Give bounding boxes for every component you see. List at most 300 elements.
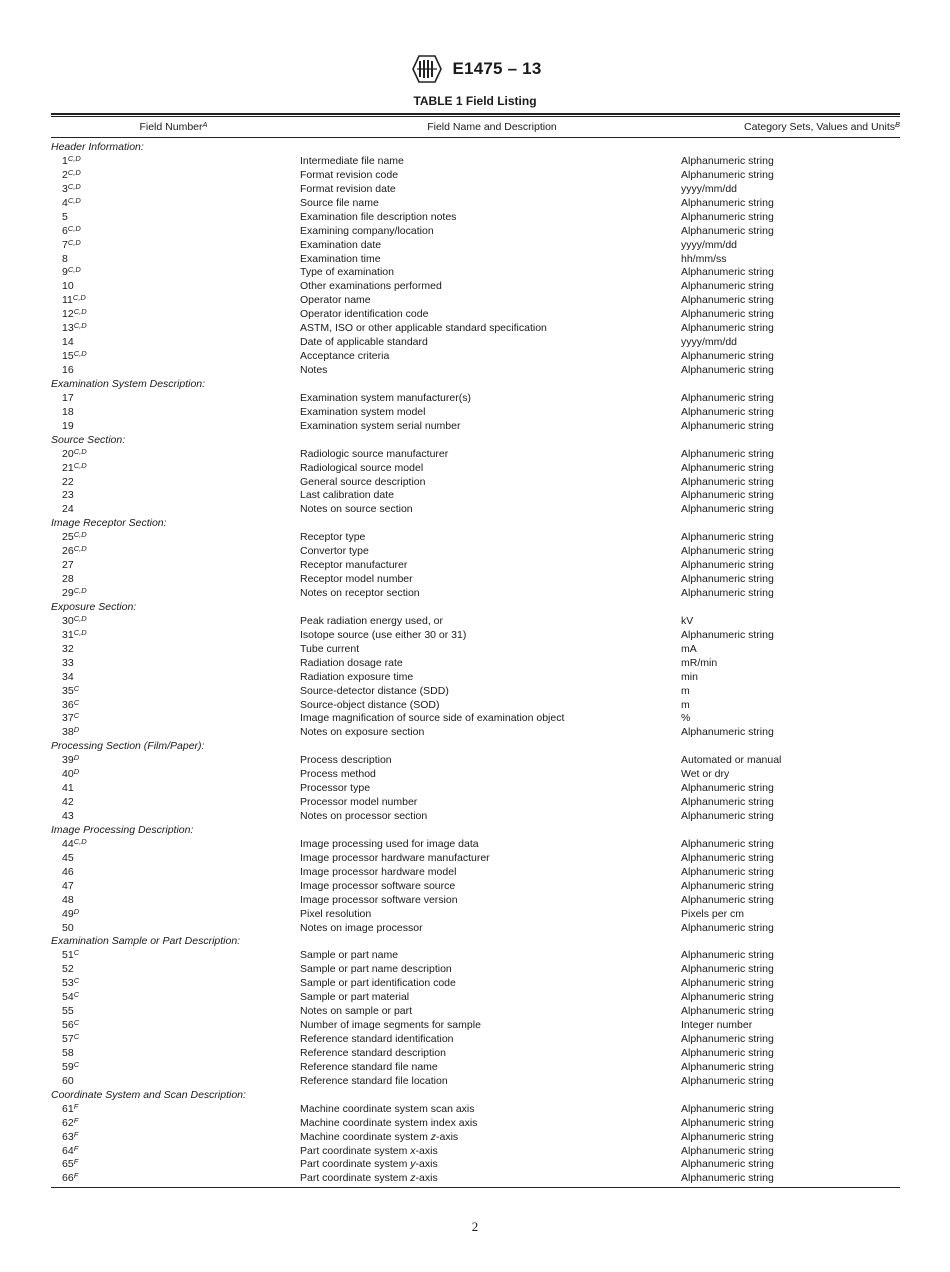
field-number: 18 xyxy=(62,405,74,418)
field-number-cell xyxy=(51,1117,300,1131)
field-number-cell xyxy=(51,489,300,503)
category-cell: mR/min xyxy=(681,656,718,669)
table-row xyxy=(51,977,900,991)
table-row xyxy=(51,726,900,740)
field-name-cell: Reference standard identification xyxy=(300,1033,454,1045)
field-number-cell xyxy=(51,629,300,643)
table-row xyxy=(51,615,900,629)
category-cell: Alphanumeric string xyxy=(681,865,774,878)
footnote-marker: C,D xyxy=(67,195,81,205)
table-row xyxy=(51,991,900,1005)
category-cell: Alphanumeric string xyxy=(681,977,774,990)
field-name-cell: Notes on receptor section xyxy=(300,587,420,599)
footnote-marker: C,D xyxy=(73,446,87,456)
field-name-cell: Notes on sample or part xyxy=(300,1005,413,1018)
field-number: 26 xyxy=(62,545,74,558)
category-cell: Alphanumeric string xyxy=(681,1172,774,1185)
field-number: 59 xyxy=(62,1060,74,1073)
field-number: 14 xyxy=(62,336,74,349)
column-header-field-name: Field Name and Description xyxy=(427,121,557,133)
table-row xyxy=(51,894,900,908)
field-number-cell xyxy=(51,1103,300,1117)
field-number-cell xyxy=(51,1131,300,1145)
footnote-marker: C,D xyxy=(73,349,87,359)
field-number: 12 xyxy=(62,308,74,321)
field-number: 41 xyxy=(62,782,74,795)
footnote-marker: F xyxy=(73,1115,79,1125)
category-cell: Wet or dry xyxy=(681,768,730,781)
footnote-marker: C xyxy=(73,1032,80,1041)
section-title: Source Section: xyxy=(51,433,126,446)
field-number: 3 xyxy=(62,182,68,195)
table-body xyxy=(51,138,900,1186)
field-name-cell: Image processor hardware manufacturer xyxy=(300,851,490,864)
field-name-cell: Radiologic source manufacturer xyxy=(300,447,449,460)
field-name-cell: Examination file description notes xyxy=(300,210,457,223)
field-number: 35 xyxy=(62,684,74,697)
field-number-cell xyxy=(51,880,300,894)
category-cell: kV xyxy=(681,614,694,627)
field-number-cell xyxy=(51,559,300,573)
table-row xyxy=(51,155,900,169)
table-row xyxy=(51,1117,900,1131)
field-number-cell xyxy=(51,949,300,963)
field-name-cell: Peak radiation energy used, or xyxy=(300,614,444,627)
field-name-cell: Examination time xyxy=(300,252,381,265)
footnote-marker: F xyxy=(73,1129,79,1139)
footnote-marker: C,D xyxy=(67,153,81,163)
field-number-cell xyxy=(51,852,300,866)
field-number-cell xyxy=(51,239,300,253)
category-cell: Alphanumeric string xyxy=(681,545,774,558)
field-number-cell xyxy=(51,392,300,406)
footnote-marker: F xyxy=(73,1101,79,1111)
table-row xyxy=(51,239,900,253)
field-name-cell: Process method xyxy=(300,768,376,781)
table-row xyxy=(51,685,900,699)
field-number-cell xyxy=(51,671,300,685)
field-number-cell xyxy=(51,280,300,294)
field-number-cell xyxy=(51,1033,300,1047)
field-number-cell xyxy=(51,810,300,824)
field-number: 56 xyxy=(62,1019,74,1032)
field-number: 50 xyxy=(62,921,74,934)
field-name-cell: Reference standard file name xyxy=(300,1060,438,1073)
field-number: 54 xyxy=(62,991,74,1004)
footnote-marker: C,D xyxy=(73,586,87,595)
field-number-cell xyxy=(51,1172,300,1186)
field-number-cell xyxy=(51,894,300,908)
field-number: 24 xyxy=(62,503,74,516)
field-number: 46 xyxy=(62,865,74,878)
footnote-marker: C,D xyxy=(67,237,81,247)
table-row xyxy=(51,545,900,559)
footnote-marker: C,D xyxy=(73,460,87,470)
field-name-cell: Notes on exposure section xyxy=(300,726,425,739)
field-number: 52 xyxy=(62,963,74,976)
field-name-cell: Receptor model number xyxy=(300,573,413,586)
field-number-cell xyxy=(51,838,300,852)
table-row xyxy=(51,866,900,880)
field-number: 57 xyxy=(62,1033,74,1045)
field-name-cell: Image processor hardware model xyxy=(300,865,457,878)
category-cell: Alphanumeric string xyxy=(681,391,774,404)
footnote-marker: C,D xyxy=(73,307,87,317)
field-number-cell xyxy=(51,1075,300,1089)
section-title: Exposure Section: xyxy=(51,600,137,613)
section-heading xyxy=(51,824,900,838)
footnote-marker: D xyxy=(73,753,80,763)
field-name-cell: ASTM, ISO or other applicable standard specification xyxy=(300,322,547,335)
field-number-cell xyxy=(51,211,300,225)
field-number-cell xyxy=(51,266,300,280)
field-number: 10 xyxy=(62,280,74,293)
category-cell: Alphanumeric string xyxy=(681,1046,774,1059)
category-cell: Alphanumeric string xyxy=(681,893,774,906)
footnote-marker: C,D xyxy=(67,181,81,191)
category-cell: mA xyxy=(681,642,697,655)
field-number-cell xyxy=(51,963,300,977)
table-row xyxy=(51,253,900,267)
field-number: 2 xyxy=(62,168,68,181)
table-row xyxy=(51,336,900,350)
field-name-cell: Sample or part material xyxy=(300,991,410,1004)
table-row xyxy=(51,1033,900,1047)
field-name-cell: Source file name xyxy=(300,196,379,209)
field-number: 60 xyxy=(62,1074,74,1087)
field-name-cell: Format revision code xyxy=(300,168,399,181)
field-name-cell: Part coordinate system y-axis xyxy=(300,1158,438,1171)
table-row xyxy=(51,420,900,434)
field-name-cell: Sample or part name description xyxy=(300,963,452,976)
field-listing-table xyxy=(51,113,900,1188)
field-name-cell: Image processor software version xyxy=(300,893,458,906)
field-number: 21 xyxy=(62,461,74,474)
table-row xyxy=(51,1131,900,1145)
section-heading xyxy=(51,601,900,615)
table-row xyxy=(51,225,900,239)
field-name-cell: Source-object distance (SOD) xyxy=(300,698,440,711)
field-number: 8 xyxy=(62,252,68,265)
table-row xyxy=(51,1047,900,1061)
field-name-cell: Receptor type xyxy=(300,531,366,544)
footnote-marker: D xyxy=(73,906,80,916)
field-number-cell xyxy=(51,615,300,629)
category-cell: Alphanumeric string xyxy=(681,991,774,1004)
field-number-cell xyxy=(51,1019,300,1033)
table-row xyxy=(51,782,900,796)
field-number: 44 xyxy=(62,837,74,850)
field-number: 37 xyxy=(62,712,74,725)
footnote-marker: C xyxy=(73,1018,80,1028)
section-heading xyxy=(51,935,900,949)
table-row xyxy=(51,949,900,963)
field-name-cell: Part coordinate system x-axis xyxy=(300,1144,438,1157)
field-number-cell xyxy=(51,685,300,699)
category-cell: yyyy/mm/dd xyxy=(681,238,738,251)
category-cell: yyyy/mm/dd xyxy=(681,182,738,195)
field-number: 31 xyxy=(62,628,74,641)
table-row xyxy=(51,280,900,294)
footnote-marker: C xyxy=(73,948,80,958)
field-name-cell: Date of applicable standard xyxy=(300,336,428,349)
category-cell: Alphanumeric string xyxy=(681,573,774,586)
field-number: 40 xyxy=(62,768,74,781)
category-cell: Alphanumeric string xyxy=(681,949,774,962)
field-number-cell xyxy=(51,573,300,587)
table-row xyxy=(51,1158,900,1172)
table-row xyxy=(51,350,900,364)
field-number-cell xyxy=(51,322,300,336)
field-name-cell: Examination date xyxy=(300,238,382,251)
footnote-marker: D xyxy=(73,767,80,777)
category-cell: Alphanumeric string xyxy=(681,447,774,460)
table-row xyxy=(51,1075,900,1089)
table-row xyxy=(51,880,900,894)
category-cell: Alphanumeric string xyxy=(681,350,774,363)
category-cell: Alphanumeric string xyxy=(681,1116,774,1129)
column-header-category: Category Sets, Values and Units$^B$ xyxy=(744,120,900,133)
field-number-cell xyxy=(51,350,300,364)
field-name-cell: Notes on source section xyxy=(300,503,413,516)
footnote-marker: F xyxy=(73,1171,79,1181)
category-cell: Alphanumeric string xyxy=(681,963,774,976)
field-name-cell: Radiological source model xyxy=(300,461,424,474)
table-row xyxy=(51,671,900,685)
field-number-cell xyxy=(51,768,300,782)
field-name-cell: Part coordinate system z-axis xyxy=(300,1172,438,1185)
footnote-marker: C,D xyxy=(73,530,87,540)
category-cell: Alphanumeric string xyxy=(681,154,774,167)
field-name-cell: Number of image segments for sample xyxy=(300,1019,481,1032)
table-row xyxy=(51,754,900,768)
field-number-cell xyxy=(51,183,300,197)
field-name-cell: General source description xyxy=(300,475,426,488)
field-name-cell: Receptor manufacturer xyxy=(300,559,408,572)
table-row xyxy=(51,448,900,462)
field-number: 29 xyxy=(62,587,74,599)
field-number: 5 xyxy=(62,210,68,223)
field-number-cell xyxy=(51,308,300,322)
field-number: 65 xyxy=(62,1158,74,1171)
field-name-cell: Other examinations performed xyxy=(300,280,442,293)
field-name-cell: Processor type xyxy=(300,782,371,795)
category-cell: Alphanumeric string xyxy=(681,210,774,223)
field-number-cell xyxy=(51,531,300,545)
table-row xyxy=(51,1061,900,1075)
table-row xyxy=(51,852,900,866)
table-row xyxy=(51,573,900,587)
table-row xyxy=(51,169,900,183)
field-number-cell xyxy=(51,782,300,796)
field-name-cell: Source-detector distance (SDD) xyxy=(300,684,449,697)
category-cell: Alphanumeric string xyxy=(681,726,774,739)
field-number-cell xyxy=(51,294,300,308)
field-name-cell: Machine coordinate system scan axis xyxy=(300,1102,475,1115)
table-bottom-rule xyxy=(51,1187,900,1188)
field-number: 66 xyxy=(62,1172,74,1185)
field-number-cell xyxy=(51,908,300,922)
table-row xyxy=(51,559,900,573)
category-cell: Integer number xyxy=(681,1019,753,1032)
table-row xyxy=(51,476,900,490)
field-name-cell: Radiation exposure time xyxy=(300,670,414,683)
field-number: 28 xyxy=(62,573,74,586)
field-number-cell xyxy=(51,1158,300,1172)
table-row xyxy=(51,1145,900,1159)
field-number: 30 xyxy=(62,614,74,627)
table-row xyxy=(51,462,900,476)
field-name-cell: Machine coordinate system z-axis xyxy=(300,1130,459,1143)
section-heading xyxy=(51,434,900,448)
table-row xyxy=(51,796,900,810)
footnote-marker: F xyxy=(73,1143,79,1153)
field-number: 36 xyxy=(62,698,74,711)
field-name-cell: Examination system model xyxy=(300,405,426,418)
field-number: 6 xyxy=(62,224,68,237)
category-cell: Alphanumeric string xyxy=(681,224,774,237)
section-title: Processing Section (Film/Paper): xyxy=(51,740,205,753)
field-number: 42 xyxy=(62,796,74,809)
section-title: Coordinate System and Scan Description: xyxy=(51,1088,246,1101)
field-number-cell xyxy=(51,197,300,211)
table-row xyxy=(51,587,900,601)
footnote-marker: C,D xyxy=(72,293,86,303)
field-number: 27 xyxy=(62,559,74,572)
table-row xyxy=(51,1103,900,1117)
footnote-marker: C,D xyxy=(73,627,87,637)
field-number-cell xyxy=(51,726,300,740)
section-title: Header Information: xyxy=(51,141,144,153)
category-cell: Alphanumeric string xyxy=(681,796,774,809)
field-number-cell xyxy=(51,476,300,490)
table-row xyxy=(51,183,900,197)
field-number-cell xyxy=(51,754,300,768)
category-cell: Alphanumeric string xyxy=(681,419,774,432)
field-name-cell: Last calibration date xyxy=(300,489,394,502)
table-row xyxy=(51,922,900,936)
footnote-marker: C xyxy=(73,697,80,707)
field-number: 33 xyxy=(62,656,74,669)
field-number: 55 xyxy=(62,1005,74,1018)
section-title: Examination System Description: xyxy=(51,377,206,390)
field-number-cell xyxy=(51,155,300,169)
field-name-cell: Reference standard description xyxy=(300,1046,446,1059)
field-number: 32 xyxy=(62,642,74,655)
table-row xyxy=(51,322,900,336)
field-name-cell: Intermediate file name xyxy=(300,154,404,167)
field-name-cell: Examining company/location xyxy=(300,224,434,237)
field-number: 9 xyxy=(62,266,68,279)
field-number: 62 xyxy=(62,1116,74,1129)
category-cell: Alphanumeric string xyxy=(681,559,774,572)
field-number: 17 xyxy=(62,391,74,404)
category-cell: Alphanumeric string xyxy=(681,837,774,850)
section-title: Examination Sample or Part Description: xyxy=(51,935,241,948)
page-number: 2 xyxy=(471,1219,479,1234)
field-number-cell xyxy=(51,503,300,517)
field-name-cell: Notes on processor section xyxy=(300,810,428,822)
field-number: 43 xyxy=(62,810,74,822)
table-row xyxy=(51,963,900,977)
category-cell: % xyxy=(681,712,691,725)
category-cell: Alphanumeric string xyxy=(681,364,774,376)
field-number: 1 xyxy=(62,154,68,167)
table-row xyxy=(51,712,900,726)
field-number-cell xyxy=(51,866,300,880)
field-name-cell: Convertor type xyxy=(300,545,369,558)
field-name-cell: Machine coordinate system index axis xyxy=(300,1116,478,1129)
category-cell: Alphanumeric string xyxy=(681,266,774,279)
category-cell: Alphanumeric string xyxy=(681,168,774,181)
category-cell: Alphanumeric string xyxy=(681,1074,774,1087)
footnote-marker: C,D xyxy=(73,321,87,331)
field-name-cell: Operator identification code xyxy=(300,308,429,321)
table-row xyxy=(51,197,900,211)
field-number: 22 xyxy=(62,475,74,488)
category-cell: hh/mm/ss xyxy=(681,252,727,265)
field-number: 34 xyxy=(62,670,74,683)
field-name-cell: Radiation dosage rate xyxy=(300,656,403,669)
field-name-cell: Sample or part identification code xyxy=(300,977,456,990)
category-cell: Alphanumeric string xyxy=(681,322,774,335)
table-row xyxy=(51,266,900,280)
footnote-marker: C xyxy=(73,976,80,986)
field-name-cell: Process description xyxy=(300,754,392,767)
table-row xyxy=(51,392,900,406)
category-cell: Alphanumeric string xyxy=(681,308,774,321)
table-row xyxy=(51,1019,900,1033)
field-number-cell xyxy=(51,364,300,378)
column-header-field-number: Field Number$^A$ xyxy=(139,120,208,133)
field-number-cell xyxy=(51,699,300,713)
table-row xyxy=(51,308,900,322)
table-row xyxy=(51,629,900,643)
table-row xyxy=(51,810,900,824)
category-cell: Alphanumeric string xyxy=(681,405,774,418)
table-row xyxy=(51,364,900,378)
category-cell: Alphanumeric string xyxy=(681,879,774,892)
field-name-cell: Notes xyxy=(300,364,328,376)
field-number-cell xyxy=(51,1047,300,1061)
category-cell: Alphanumeric string xyxy=(681,1158,774,1171)
category-cell: m xyxy=(681,698,690,711)
field-number: 7 xyxy=(62,238,68,251)
table-row xyxy=(51,503,900,517)
field-number: 53 xyxy=(62,977,74,990)
field-name-cell: Notes on image processor xyxy=(300,921,423,934)
field-number-cell xyxy=(51,796,300,810)
field-number-cell xyxy=(51,587,300,601)
table-row xyxy=(51,211,900,225)
table-row xyxy=(51,531,900,545)
field-number-cell xyxy=(51,991,300,1005)
category-cell: Alphanumeric string xyxy=(681,810,774,822)
field-name-cell: Examination system manufacturer(s) xyxy=(300,391,471,404)
field-number: 15 xyxy=(62,350,74,363)
footnote-marker: C,D xyxy=(67,265,81,275)
field-number: 64 xyxy=(62,1144,74,1157)
footnote-marker: C xyxy=(73,1059,80,1069)
category-cell: min xyxy=(681,670,698,683)
section-heading xyxy=(51,740,900,754)
footnote-marker: F xyxy=(73,1157,79,1167)
document-header xyxy=(0,52,950,86)
field-number-cell xyxy=(51,462,300,476)
field-number-cell xyxy=(51,1145,300,1159)
document-designation: E1475 – 13 xyxy=(452,59,542,78)
field-number: 20 xyxy=(62,447,74,460)
